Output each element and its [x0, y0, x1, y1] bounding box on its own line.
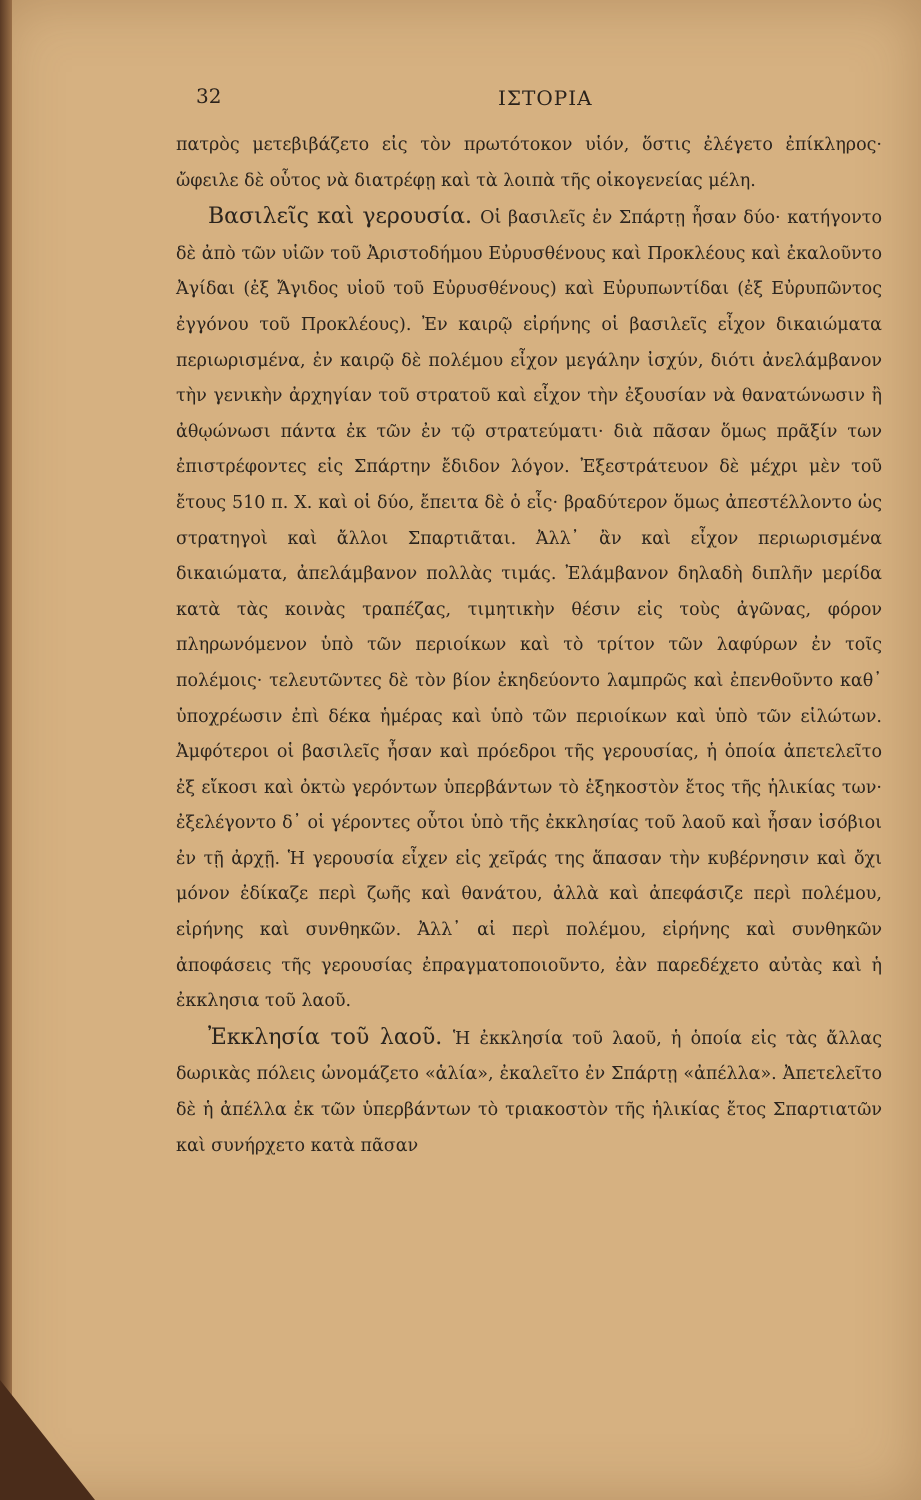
running-title: ΙΣΤΟΡΙΑ	[498, 86, 593, 110]
section-heading: Ἐκκλησία τοῦ λαοῦ.	[208, 1024, 453, 1050]
paragraph-assembly	[176, 1020, 882, 1164]
body-text	[176, 128, 882, 1164]
page-torn-corner	[0, 1380, 95, 1500]
section-heading: Βασιλεῖς καὶ γερουσία.	[208, 204, 481, 230]
paragraph-kings-and-senate	[176, 199, 882, 1020]
paragraph-text: Ἡ ἐκκλησία τοῦ λαοῦ, ἡ ὁποία εἰς τὰς ἄλλας δωρικὰς πόλεις ὠνομάζετο «ἁλία», ἐκαλεῖτο ἐν Σπάρτῃ «ἀπέλλα». Ἀπετελεῖτο δὲ ἡ ἀπέλλα ἐκ τῶν ὑπερβάντων τὸ τριακοστὸν τῆς ἡλικίας ἔτος Σπαρτιατῶν καὶ συνήρχετο κατὰ πᾶσαν	[176, 1028, 882, 1156]
page-number: 32	[196, 84, 222, 108]
page-header	[196, 84, 896, 114]
paragraph-text: Οἱ βασιλεῖς ἐν Σπάρτῃ ἦσαν δύο· κατήγοντο δὲ ἀπὸ τῶν υἱῶν τοῦ Ἀριστοδήμου Εὐρυσθένους καὶ Προκλέους καὶ ἐκαλοῦντο Ἀγίδαι (ἐξ Ἄγιδος υἱοῦ τοῦ Εὐρυσθένους) καὶ Εὐρυπωντίδαι (ἐξ Εὐρυπῶντος ἐγγόνου τοῦ Προκλέους). Ἐν καιρῷ εἰρήνης οἱ βασιλεῖς εἶχον δικαιώματα περιωρισμένα, ἐν καιρῷ δὲ πολέμου εἶχον μεγάλην ἰσχύν, διότι ἀνελάμβανον τὴν γενικὴν ἀρχηγίαν τοῦ στρατοῦ καὶ εἶχον τὴν ἐξουσίαν νὰ θανατώνωσιν ἢ ἀθῳώνωσι πάντα ἐκ τῶν ἐν τῷ στρατεύματι· διὰ πᾶσαν ὅμως πρᾶξίν των ἐπιστρέφοντες εἰς Σπάρτην ἔδιδον λόγον. Ἐξεστράτευον δὲ μέχρι μὲν τοῦ ἔτους 510 π. Χ. καὶ οἱ δύο, ἔπειτα δὲ ὁ εἷς· βραδύτερον ὅμως ἀπεστέλλοντο ὡς στρατηγοὶ καὶ ἄλλοι Σπαρτιᾶται. Ἀλλ᾽ ἂν καὶ εἶχον περιωρισμένα δικαιώματα, ἀπελάμβανον πολλὰς τιμάς. Ἐλάμβανον δηλαδὴ διπλῆν μερίδα κατὰ τὰς κοινὰς τραπέζας, τιμητικὴν θέσιν εἰς τοὺς ἀγῶνας, φόρον πληρωνόμενον ὑπὸ τῶν περιοίκων καὶ τὸ τρίτον τῶν λαφύρων ἐν τοῖς πολέμοις· τελευτῶντες δὲ τὸν βίον ἐκηδεύοντο λαμπρῶς καὶ ἐπενθοῦντο καθ᾽ ὑποχρέωσιν ἐπὶ δέκα ἡμέρας καὶ ὑπὸ τῶν περιοίκων καὶ ὑπὸ τῶν εἱλώτων. Ἀμφότεροι οἱ βασιλεῖς ἦσαν καὶ πρόεδροι τῆς γερουσίας, ἡ ὁποία ἀπετελεῖτο ἐξ εἴκοσι καὶ ὀκτὼ γερόντων ὑπερβάντων τὸ ἑξηκοστὸν ἔτος τῆς ἡλικίας των· ἐξελέγοντο δ᾽ οἱ γέροντες οὗτοι ὑπὸ τῆς ἐκκλησίας τοῦ λαοῦ καὶ ἦσαν ἰσόβιοι ἐν τῇ ἀρχῇ. Ἡ γερουσία εἶχεν εἰς χεῖράς της ἅπασαν τὴν κυβέρνησιν καὶ ὄχι μόνον ἐδίκαζε περὶ ζωῆς καὶ θανάτου, ἀλλὰ καὶ ἀπεφάσιζε περὶ πολέμου, εἰρήνης καὶ συνθηκῶν. Ἀλλ᾽ αἱ περὶ πολέμου, εἰρήνης καὶ συνθηκῶν ἀποφάσεις τῆς γερουσίας ἐπραγματοποιοῦντο, ἐὰν παρεδέχετο αὐτὰς καὶ ἡ ἐκκλησια τοῦ λαοῦ.	[176, 208, 882, 1012]
page-left-edge	[0, 0, 12, 1500]
paragraph-intro	[176, 128, 882, 199]
paragraph-text: πατρὸς μετεβιβάζετο εἰς τὸν πρωτότοκον υἱόν, ὅστις ἐλέγετο ἐπίκληρος· ὤφειλε δὲ οὗτος νὰ διατρέφῃ καὶ τὰ λοιπὰ τῆς οἰκογενείας μέλη.	[176, 135, 882, 191]
